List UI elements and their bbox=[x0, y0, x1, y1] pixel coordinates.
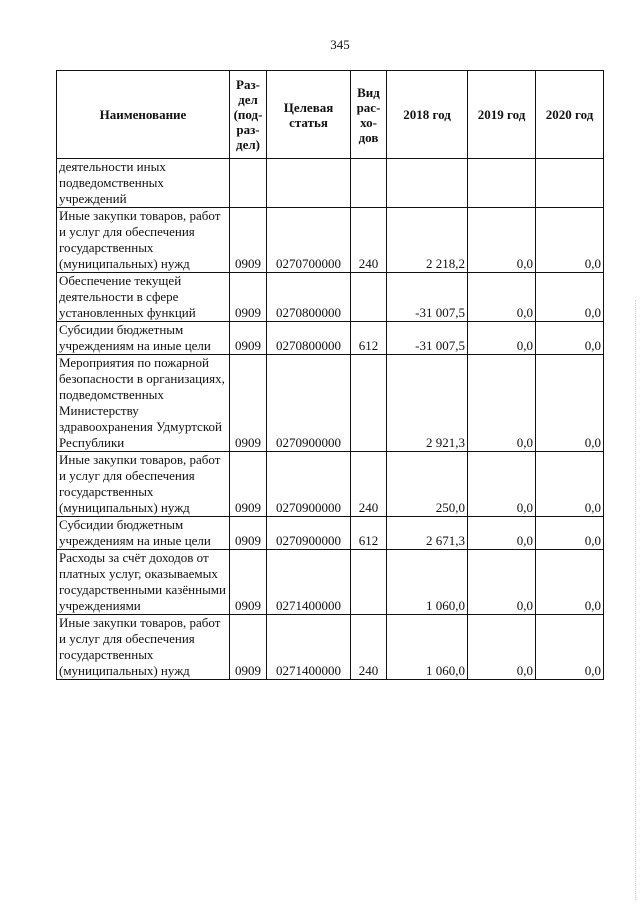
row-2019: 0,0 bbox=[468, 322, 536, 355]
row-target: 0270900000 bbox=[267, 517, 351, 550]
table-row bbox=[57, 615, 604, 680]
row-expense-type: 240 bbox=[351, 452, 387, 517]
row-expense-type bbox=[351, 273, 387, 322]
row-target: 0270900000 bbox=[267, 452, 351, 517]
row-2019: 0,0 bbox=[468, 208, 536, 273]
row-2018: -31 007,5 bbox=[387, 322, 468, 355]
row-name: деятельности иных подведомственных учреждений bbox=[57, 159, 230, 208]
row-2019: 0,0 bbox=[468, 273, 536, 322]
row-expense-type: 240 bbox=[351, 208, 387, 273]
row-2018 bbox=[387, 159, 468, 208]
row-2020: 0,0 bbox=[536, 355, 604, 452]
row-2019: 0,0 bbox=[468, 355, 536, 452]
row-2018: 2 671,3 bbox=[387, 517, 468, 550]
row-target: 0270800000 bbox=[267, 273, 351, 322]
row-section: 0909 bbox=[230, 452, 267, 517]
row-section: 0909 bbox=[230, 355, 267, 452]
row-section: 0909 bbox=[230, 615, 267, 680]
row-target: 0271400000 bbox=[267, 615, 351, 680]
row-section: 0909 bbox=[230, 517, 267, 550]
row-target: 0270800000 bbox=[267, 322, 351, 355]
row-name: Иные закупки товаров, работ и услуг для обеспечения государственных (муниципальных) нужд bbox=[57, 452, 230, 517]
row-name: Субсидии бюджетным учреждениям на иные цели bbox=[57, 517, 230, 550]
header-target: Целевая статья bbox=[267, 71, 351, 159]
budget-table bbox=[56, 70, 604, 680]
row-2019: 0,0 bbox=[468, 615, 536, 680]
table-row bbox=[57, 273, 604, 322]
row-2018: 1 060,0 bbox=[387, 615, 468, 680]
table-row bbox=[57, 517, 604, 550]
header-expense-type: Вид рас- хо- дов bbox=[351, 71, 387, 159]
table-row bbox=[57, 322, 604, 355]
row-2020: 0,0 bbox=[536, 273, 604, 322]
row-2019: 0,0 bbox=[468, 452, 536, 517]
row-section bbox=[230, 159, 267, 208]
row-name: Иные закупки товаров, работ и услуг для обеспечения государственных (муниципальных) нужд bbox=[57, 615, 230, 680]
header-2018: 2018 год bbox=[387, 71, 468, 159]
row-2019: 0,0 bbox=[468, 517, 536, 550]
header-2020: 2020 год bbox=[536, 71, 604, 159]
row-target: 0270700000 bbox=[267, 208, 351, 273]
row-2019: 0,0 bbox=[468, 550, 536, 615]
row-2018: -31 007,5 bbox=[387, 273, 468, 322]
header-2019: 2019 год bbox=[468, 71, 536, 159]
row-name: Обеспечение текущей деятельности в сфере установленных функций bbox=[57, 273, 230, 322]
row-2018: 2 921,3 bbox=[387, 355, 468, 452]
row-expense-type bbox=[351, 550, 387, 615]
row-section: 0909 bbox=[230, 273, 267, 322]
row-expense-type bbox=[351, 159, 387, 208]
row-2020: 0,0 bbox=[536, 615, 604, 680]
row-2018: 250,0 bbox=[387, 452, 468, 517]
row-expense-type bbox=[351, 355, 387, 452]
page-number: 345 bbox=[330, 37, 350, 52]
row-2020: 0,0 bbox=[536, 452, 604, 517]
header-name: Наименование bbox=[57, 71, 230, 159]
table-row bbox=[57, 550, 604, 615]
table-row bbox=[57, 159, 604, 208]
row-2019 bbox=[468, 159, 536, 208]
row-2020: 0,0 bbox=[536, 550, 604, 615]
table-row bbox=[57, 208, 604, 273]
row-name: Мероприятия по пожарной безопасности в организациях, подведомственных Министерству здравоохранения Удмуртской Республики bbox=[57, 355, 230, 452]
row-expense-type: 240 bbox=[351, 615, 387, 680]
row-2020: 0,0 bbox=[536, 517, 604, 550]
row-expense-type: 612 bbox=[351, 517, 387, 550]
row-expense-type: 612 bbox=[351, 322, 387, 355]
row-2020: 0,0 bbox=[536, 208, 604, 273]
header-section: Раз- дел (под- раз- дел) bbox=[230, 71, 267, 159]
row-2018: 2 218,2 bbox=[387, 208, 468, 273]
row-name: Расходы за счёт доходов от платных услуг, оказываемых государственными казёнными учреждениями bbox=[57, 550, 230, 615]
row-2020: 0,0 bbox=[536, 322, 604, 355]
row-name: Иные закупки товаров, работ и услуг для обеспечения государственных (муниципальных) нужд bbox=[57, 208, 230, 273]
row-target: 0270900000 bbox=[267, 355, 351, 452]
row-target: 0271400000 bbox=[267, 550, 351, 615]
table-row bbox=[57, 452, 604, 517]
row-section: 0909 bbox=[230, 550, 267, 615]
row-target bbox=[267, 159, 351, 208]
row-name: Субсидии бюджетным учреждениям на иные цели bbox=[57, 322, 230, 355]
scan-edge-line bbox=[635, 300, 636, 900]
row-2018: 1 060,0 bbox=[387, 550, 468, 615]
table-header-row bbox=[57, 71, 604, 159]
row-section: 0909 bbox=[230, 322, 267, 355]
row-2020 bbox=[536, 159, 604, 208]
row-section: 0909 bbox=[230, 208, 267, 273]
table-row bbox=[57, 355, 604, 452]
